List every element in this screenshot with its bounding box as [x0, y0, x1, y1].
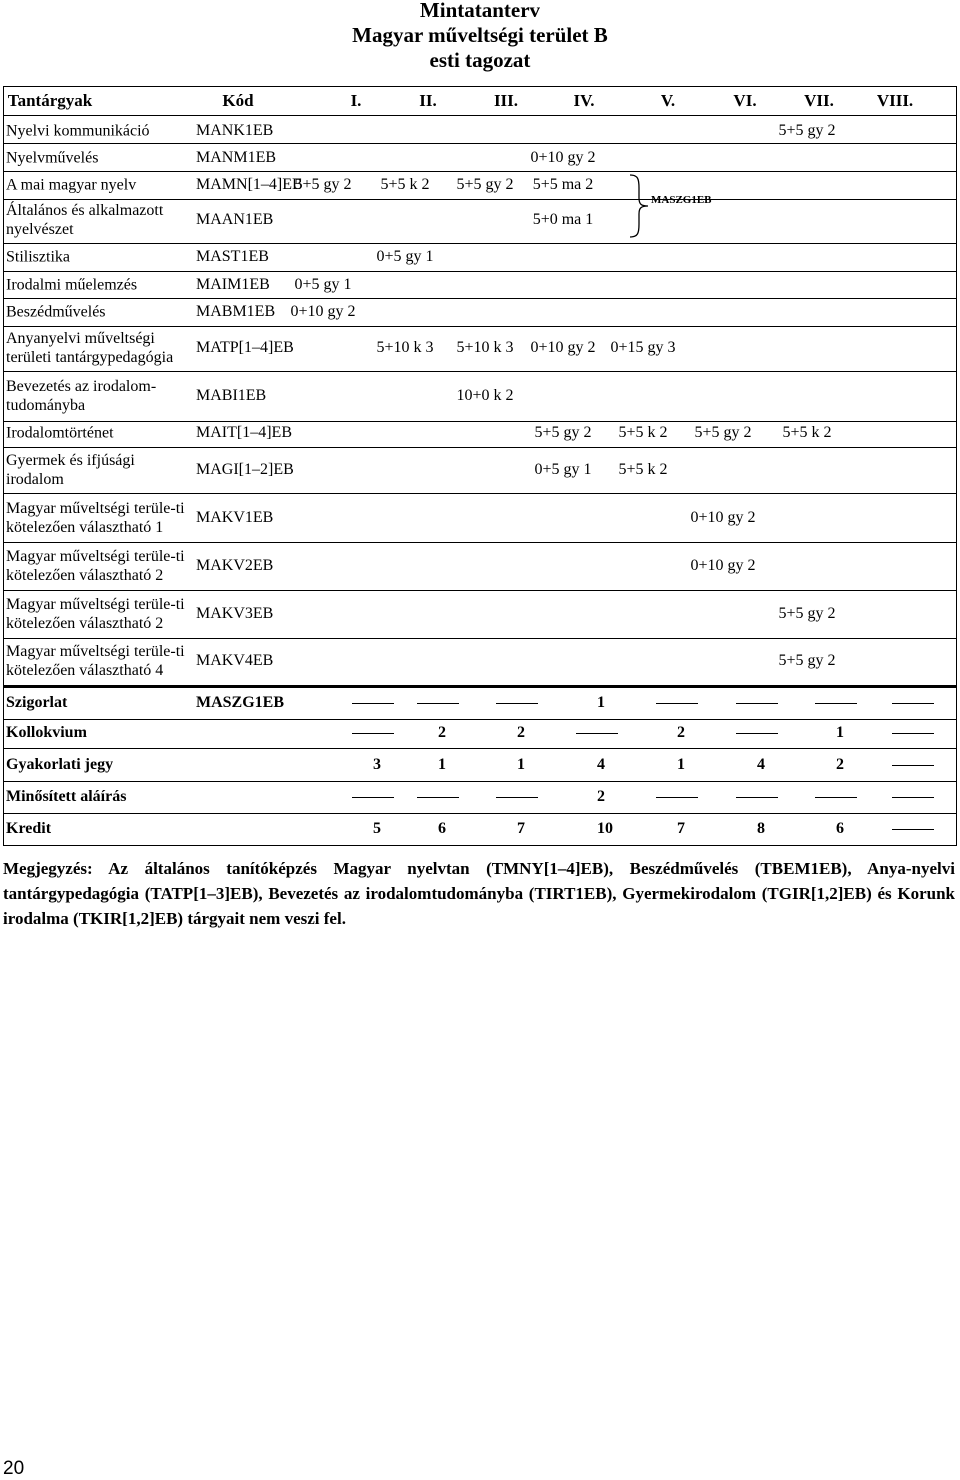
table-rule [3, 421, 957, 422]
subject-name: Beszédművelés [6, 303, 106, 321]
table-rule [3, 298, 957, 299]
column-header: V. [660, 91, 676, 110]
table-rule [3, 171, 957, 172]
semester-value: 0+10 gy 2 [690, 557, 756, 574]
empty-dash [352, 733, 394, 734]
empty-dash [892, 765, 934, 766]
table-rule [3, 781, 957, 782]
subject-name: Irodalomtörténet [6, 424, 114, 442]
course-code: MANM1EB [196, 149, 277, 166]
subject-name: Nyelvi kommunikáció [6, 122, 150, 140]
table-rule [3, 493, 957, 494]
subject-name: Magyar műveltségi terüle-ti kötelezően választható 2 [6, 596, 185, 632]
subject-name: Irodalmi műelemzés [6, 276, 138, 294]
totals-label: Gyakorlati jegy [6, 756, 114, 773]
course-code: MANK1EB [196, 122, 274, 139]
semester-value: 5+5 gy 2 [294, 176, 352, 193]
totals-value: 7 [517, 820, 525, 837]
course-code: MAIM1EB [196, 276, 270, 293]
table-border [3, 86, 4, 845]
empty-dash [892, 703, 934, 704]
totals-value: 1 [438, 756, 446, 773]
totals-value: 1 [517, 756, 525, 773]
empty-dash [815, 797, 857, 798]
empty-dash [736, 733, 778, 734]
subject-name: Magyar műveltségi terüle-ti kötelezően választható 2 [6, 548, 185, 584]
table-rule [3, 638, 957, 639]
subject-name: Gyermek és ifjúsági irodalom [6, 452, 135, 488]
empty-dash [496, 797, 538, 798]
semester-value: 5+10 k 3 [376, 339, 434, 356]
subject-name: Nyelvművelés [6, 149, 99, 167]
table-rule [3, 719, 957, 720]
empty-dash [736, 797, 778, 798]
empty-dash [352, 703, 394, 704]
empty-dash [892, 733, 934, 734]
semester-value: 5+10 k 3 [456, 339, 514, 356]
column-header: Tantárgyak [7, 91, 93, 110]
table-rule [3, 813, 957, 814]
totals-value: 1 [836, 724, 844, 741]
totals-label: Minősített aláírás [6, 788, 127, 805]
totals-label: Kredit [6, 820, 52, 837]
semester-value: 0+10 gy 2 [530, 149, 596, 166]
subject-name: Bevezetés az irodalom-tudományba [6, 378, 157, 414]
semester-value: 5+5 gy 2 [778, 652, 836, 669]
column-header: Kód [222, 91, 254, 110]
semester-value: 5+5 k 2 [618, 461, 668, 478]
totals-value: 6 [438, 820, 446, 837]
course-code: MAIT[1–4]EB [196, 424, 292, 441]
page-number: 20 [3, 1458, 25, 1479]
table-rule [3, 115, 957, 116]
semester-value: 0+5 gy 1 [294, 276, 352, 293]
column-header: VI. [733, 91, 757, 110]
course-code: MAKV4EB [196, 652, 274, 669]
course-code: MAAN1EB [196, 211, 274, 228]
course-code: MATP[1–4]EB [196, 339, 294, 356]
semester-value: 5+5 gy 2 [778, 605, 836, 622]
title-line-1: Mintatanterv [419, 0, 541, 22]
column-header: VIII. [876, 91, 914, 110]
semester-value: 0+10 gy 2 [290, 303, 356, 320]
title-line-2: Magyar műveltségi terület B [352, 23, 608, 47]
empty-dash [352, 797, 394, 798]
table-rule [3, 143, 957, 144]
totals-value: 2 [597, 788, 605, 805]
table-rule [3, 542, 957, 543]
column-header: I. [350, 91, 362, 110]
totals-code: MASZG1EB [196, 694, 285, 711]
totals-value: 2 [677, 724, 685, 741]
table-rule [3, 326, 957, 327]
semester-value: 0+5 gy 1 [376, 248, 434, 265]
semester-value: 5+5 k 2 [380, 176, 430, 193]
empty-dash [892, 829, 934, 830]
totals-value: 2 [517, 724, 525, 741]
subject-name: Magyar műveltségi terüle-ti kötelezően választható 4 [6, 643, 185, 679]
subject-name: A mai magyar nyelv [6, 176, 137, 194]
totals-label: Szigorlat [6, 694, 68, 711]
semester-value: 0+10 gy 2 [530, 339, 596, 356]
totals-value: 8 [757, 820, 765, 837]
totals-value: 3 [373, 756, 381, 773]
table-border [956, 86, 957, 845]
brace-icon [628, 174, 650, 238]
totals-value: 4 [757, 756, 765, 773]
course-code: MAST1EB [196, 248, 269, 265]
empty-dash [815, 703, 857, 704]
course-code: MAGI[1–2]EB [196, 461, 294, 478]
totals-value: 5 [373, 820, 381, 837]
totals-label: Kollokvium [6, 724, 87, 741]
semester-value: 5+5 gy 2 [456, 176, 514, 193]
empty-dash [417, 797, 459, 798]
title-line-3: esti tagozat [429, 48, 531, 72]
totals-value: 2 [438, 724, 446, 741]
semester-value: 10+0 k 2 [456, 387, 514, 404]
course-code: MAMN[1–4]EB [196, 176, 303, 193]
table-rule [3, 371, 957, 372]
semester-value: 5+0 ma 1 [532, 211, 594, 228]
table-rule [3, 199, 957, 200]
course-code: MABI1EB [196, 387, 267, 404]
empty-dash [496, 703, 538, 704]
column-header: VII. [804, 91, 834, 110]
table-rule [3, 271, 957, 272]
empty-dash [656, 703, 698, 704]
subject-name: Anyanyelvi műveltségi területi tantárgypedagógia [6, 330, 174, 366]
empty-dash [656, 797, 698, 798]
empty-dash [417, 703, 459, 704]
table-rule [3, 845, 957, 846]
semester-value: 5+5 ma 2 [532, 176, 594, 193]
table-rule [3, 86, 957, 87]
empty-dash [892, 797, 934, 798]
semester-value: 5+5 gy 2 [694, 424, 752, 441]
subject-name: Magyar műveltségi terüle-ti kötelezően választható 1 [6, 500, 185, 536]
semester-value: 0+10 gy 2 [690, 509, 756, 526]
subject-name: Általános és alkalmazott nyelvészet [6, 202, 164, 238]
empty-dash [576, 733, 618, 734]
table-rule [3, 243, 957, 244]
course-code: MAKV3EB [196, 605, 274, 622]
semester-value: 5+5 gy 2 [778, 122, 836, 139]
table-rule [3, 685, 957, 688]
table-rule [3, 590, 957, 591]
totals-value: 2 [836, 756, 844, 773]
footnote: Megjegyzés: Az általános tanítóképzés Magyar nyelvtan (TMNY[1–4]EB), Beszédművelés (TBEM1EB), Anya-nyelvi tantárgypedagógia (TATP[1–3]EB), Bevezetés az irodalomtudományba (TIRT1EB), Gyermekirodalom (TGIR[1,2]EB) és Korunk irodalma (TKIR[1,2]EB) tárgyait nem veszi fel. [3, 859, 955, 928]
totals-value: 1 [677, 756, 685, 773]
table-rule [3, 748, 957, 749]
course-code: MAKV1EB [196, 509, 274, 526]
column-header: IV. [573, 91, 595, 110]
semester-value: 0+15 gy 3 [610, 339, 676, 356]
totals-value: 6 [836, 820, 844, 837]
semester-value: 5+5 k 2 [618, 424, 668, 441]
totals-value: 1 [597, 694, 605, 711]
subject-name: Stilisztika [6, 248, 70, 266]
course-code: MAKV2EB [196, 557, 274, 574]
brace-label: MASZG1EB [651, 194, 712, 206]
empty-dash [736, 703, 778, 704]
semester-value: 5+5 gy 2 [534, 424, 592, 441]
semester-value: 5+5 k 2 [782, 424, 832, 441]
column-header: III. [493, 91, 519, 110]
column-header: II. [419, 91, 437, 110]
table-rule [3, 447, 957, 448]
course-code: MABM1EB [196, 303, 276, 320]
totals-value: 10 [597, 820, 613, 837]
totals-value: 7 [677, 820, 685, 837]
semester-value: 0+5 gy 1 [534, 461, 592, 478]
totals-value: 4 [597, 756, 605, 773]
